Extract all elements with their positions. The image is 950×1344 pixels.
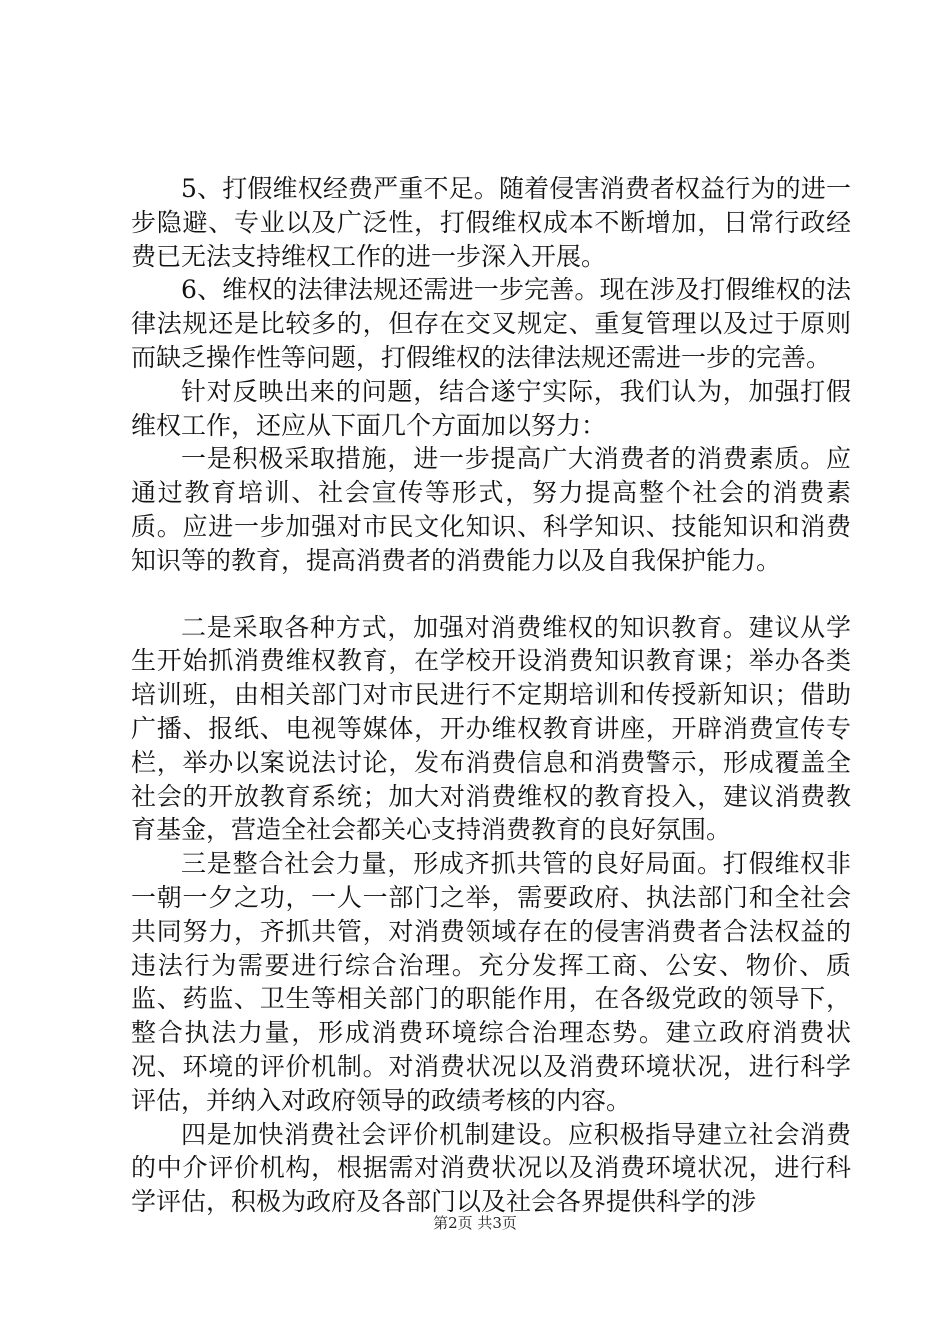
paragraph-point-three: 三是整合社会力量，形成齐抓共管的良好局面。打假维权非一朝一夕之功，一人一部门之举，需要政府、执法部门和全社会共同努力，齐抓共管，对消费领域存在的侵害消费者合法权益的违法行为需要进行综合治理。充分发挥工商、公安、物价、质监、药监、卫生等相关部门的职能作用，在各级党政的领导下，整合执法力量，形成消费环境综合治理态势。建立政府消费状况、环境的评价机制。对消费状况以及消费环境状况，进行科学评估，并纳入对政府领导的政绩考核的内容。	[131, 849, 851, 1115]
paragraph-intro: 针对反映出来的问题，结合遂宁实际，我们认为，加强打假维权工作，还应从下面几个方面加以努力：	[131, 376, 851, 440]
document-body	[131, 172, 851, 1219]
paragraph-point-two: 二是采取各种方式，加强对消费维权的知识教育。建议从学生开始抓消费维权教育，在学校开设消费知识教育课；举办各类培训班，由相关部门对市民进行不定期培训和传授新知识；借助广播、报纸、电视等媒体，开办维权教育讲座，开辟消费宣传专栏，举办以案说法讨论，发布消费信息和消费警示，形成覆盖全社会的开放教育系统；加大对消费维权的教育投入，建议消费教育基金，营造全社会都关心支持消费教育的良好氛围。	[131, 612, 851, 845]
page-footer: 第2页 共3页	[433, 1214, 517, 1232]
paragraph-funding: 5、打假维权经费严重不足。随着侵害消费者权益行为的进一步隐避、专业以及广泛性，打假维权成本不断增加，日常行政经费已无法支持维权工作的进一步深入开展。	[131, 174, 851, 271]
paragraph-point-one: 一是积极采取措施，进一步提高广大消费者的消费素质。应通过教育培训、社会宣传等形式，努力提高整个社会的消费素质。应进一步加强对市民文化知识、科学知识、技能知识和消费知识等的教育，提高消费者的消费能力以及自我保护能力。	[131, 444, 851, 575]
paragraph-laws: 6、维权的法律法规还需进一步完善。现在涉及打假维权的法律法规还是比较多的，但存在交叉规定、重复管理以及过于原则而缺乏操作性等问题，打假维权的法律法规还需进一步的完善。	[131, 275, 851, 372]
paragraph-point-four: 四是加快消费社会评价机制建设。应积极指导建立社会消费的中介评价机构，根据需对消费状况以及消费环境状况，进行科学评估，积极为政府及各部门以及社会各界提供科学的涉	[131, 1119, 851, 1217]
